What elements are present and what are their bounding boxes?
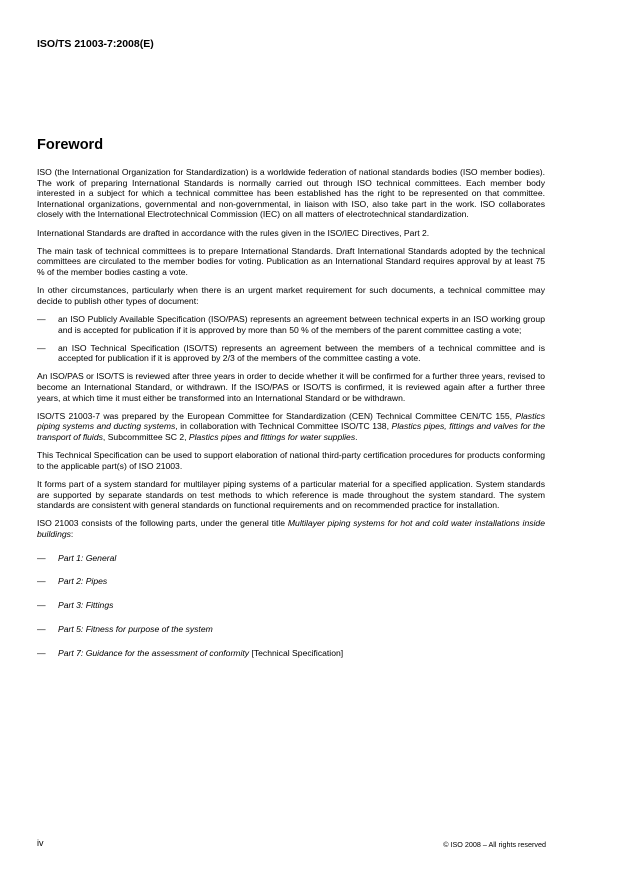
page-number: iv [37, 838, 44, 848]
paragraph: It forms part of a system standard for multilayer piping systems of a particular material for a specified application. System standards are supported by separate standards on test methods to which reference is made throughout the system standard. The system standards are consistent with general standards on functional requirements and on recommended practice for installation. [37, 479, 545, 511]
text-run: , Subcommittee SC 2, [102, 432, 189, 443]
dash-bullet: — [37, 313, 46, 324]
text-run: ISO 21003 consists of the following parts, under the general title [37, 518, 288, 529]
paragraph: An ISO/PAS or ISO/TS is reviewed after three years in order to decide whether it will be confirmed for a further three years, revised to become an International Standard, or withdrawn. If the ISO/PAS or ISO/TS is confirmed, it is reviewed again after a further three years, at which time it must either be transformed into an International Standard or be withdrawn. [37, 371, 545, 403]
general-title: Multilayer piping systems for hot and cold water installations inside buildings [37, 518, 545, 539]
paragraph: This Technical Specification can be used to support elaboration of national third-party certification procedures for products conforming to the applicable part(s) of ISO 21003. [37, 450, 545, 471]
part-title: Part 2: Pipes [58, 576, 108, 587]
committee-title: Plastics pipes, fittings and valves for the transport of fluids [37, 421, 545, 443]
paragraph: International Standards are drafted in accordance with the rules given in the ISO/IEC Directives, Part 2. [37, 227, 430, 238]
list-item [37, 343, 545, 364]
dash-bullet: — [37, 552, 46, 563]
list-item-text: an ISO Technical Specification (ISO/TS) represents an agreement between the members of a technical committee and is accepted for publication if it is approved by 2/3 of the members of the committee casting a vote. [58, 342, 545, 364]
text-run: ISO/TS 21003-7 was prepared by the European Committee for Standardization (CEN) Technical Committee CEN/TC 155, [37, 410, 516, 421]
list-item [37, 314, 545, 335]
text-run: : [70, 528, 74, 539]
paragraph: The main task of technical committees is to prepare International Standards. Draft International Standards adopted by the technical committees are circulated to the member bodies for voting. Publication as an International Standard requires approval by at least 75 % of the member bodies casting a vote. [37, 245, 545, 277]
copyright-notice: © ISO 2008 – All rights reserved [443, 840, 546, 849]
part-list-item [37, 576, 545, 587]
part-list-item [37, 624, 545, 635]
subcommittee-title: Plastics pipes and fittings for water supplies [188, 432, 356, 443]
part-note: [Technical Specification] [249, 647, 344, 658]
paragraph [37, 411, 545, 443]
foreword-body [37, 167, 545, 671]
paragraph: In other circumstances, particularly when there is an urgent market requirement for such documents, a technical committee may decide to publish other types of document: [37, 285, 545, 306]
document-id: ISO/TS 21003-7:2008(E) [37, 38, 154, 50]
part-title: Part 5: Fitness for purpose of the system [58, 623, 213, 634]
part-list-item [37, 600, 545, 611]
part-title: Part 7: Guidance for the assessment of conformity [58, 647, 250, 658]
list-item-text: an ISO Publicly Available Specification (ISO/PAS) represents an agreement between technical experts in an ISO working group and is accepted for publication if it is approved by more than 50 % of the members of the parent committee casting a vote; [58, 313, 545, 335]
page-title: Foreword [37, 137, 104, 153]
dash-bullet: — [37, 342, 46, 353]
dash-bullet: — [37, 576, 46, 587]
text-run: . [355, 432, 358, 443]
dash-bullet: — [37, 600, 46, 611]
dash-bullet: — [37, 623, 46, 634]
text-run: , in collaboration with Technical Committee ISO/TC 138, [175, 421, 392, 432]
part-list-item [37, 553, 545, 564]
committee-title: Plastics piping systems and ducting systems [37, 410, 545, 432]
paragraph: ISO (the International Organization for Standardization) is a worldwide federation of national standards bodies (ISO member bodies). The work of preparing International Standards is normally carried out through ISO technical committees. Each member body interested in a subject for which a technical committee has been established has the right to be represented on that committee. International organizations, governmental and non-governmental, in liaison with ISO, also take part in the work. ISO collaborates closely with the International Electrotechnical Commission (IEC) on all matters of electrotechnical standardization. [37, 167, 545, 220]
paragraph [37, 518, 545, 539]
part-title: Part 3: Fittings [58, 600, 114, 611]
part-title: Part 1: General [58, 552, 117, 563]
part-list-item [37, 648, 545, 659]
dash-bullet: — [37, 647, 46, 658]
